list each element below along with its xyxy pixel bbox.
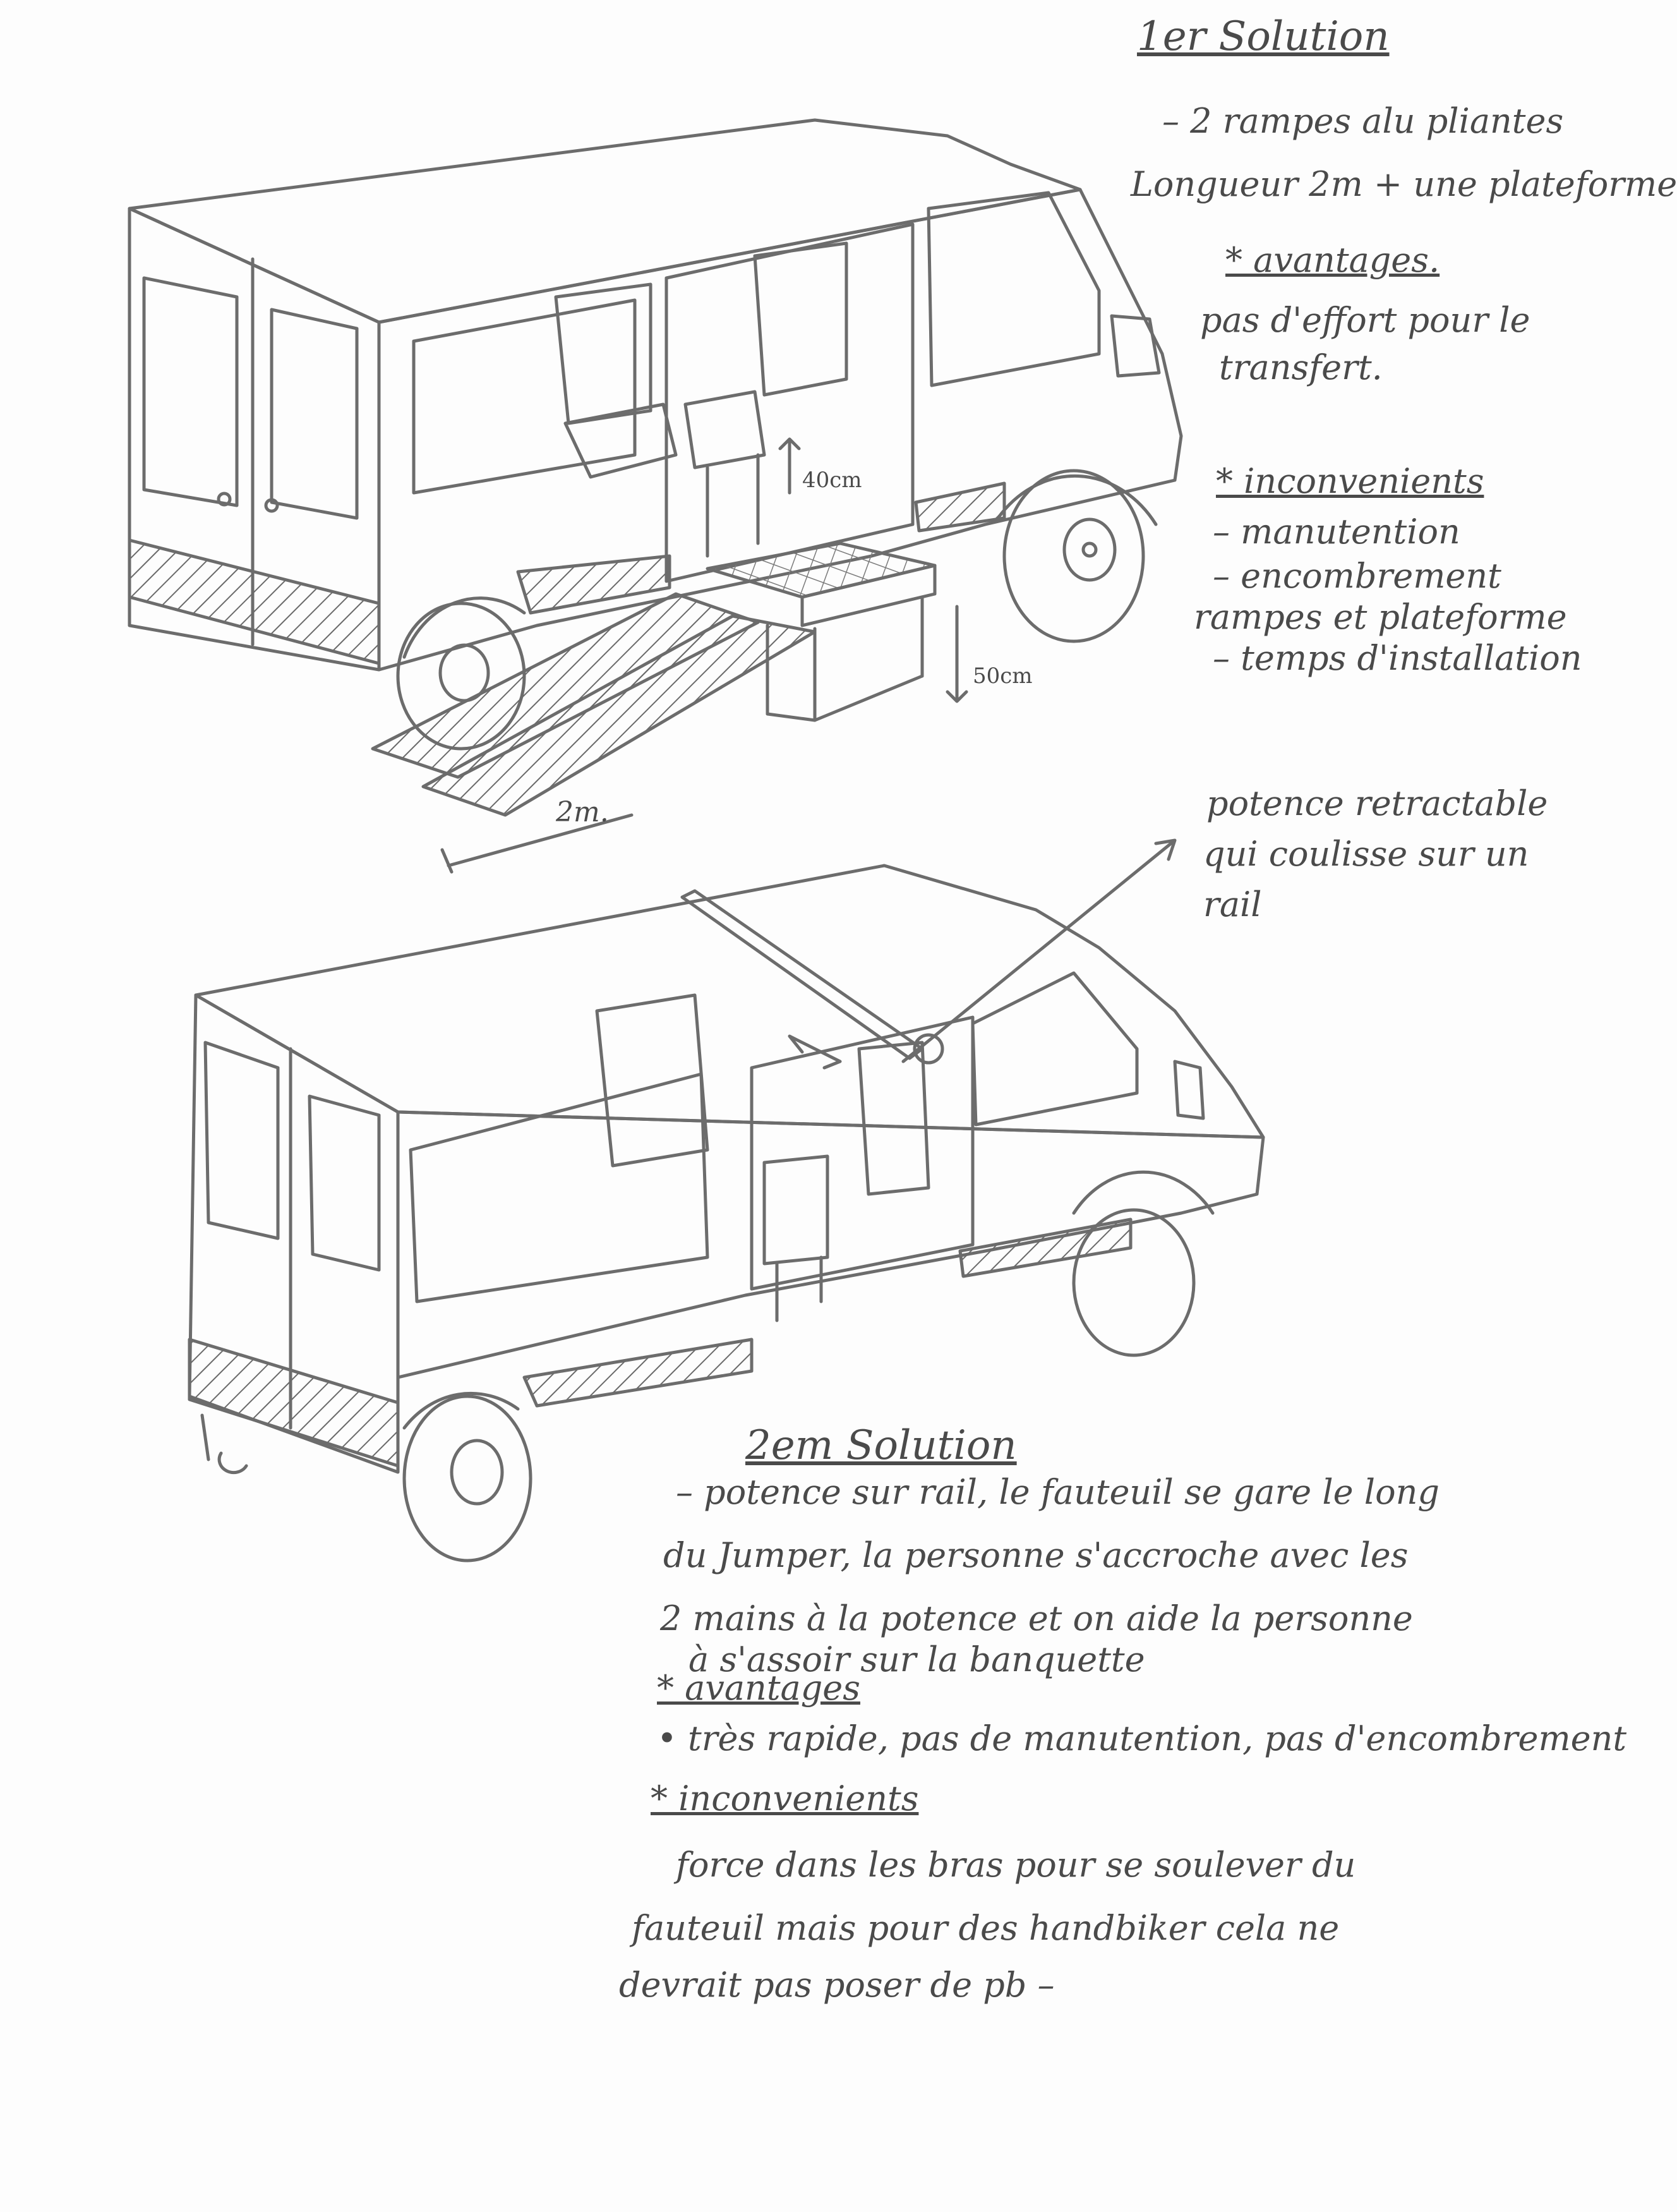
solution-1-drawbacks-2: – encombrement [1213,556,1501,596]
solution-1-drawbacks-3: rampes et plateforme [1194,597,1567,637]
van-2-drawing [189,840,1263,1561]
solution-2-drawbacks-2: fauteuil mais pour des handbiker cela ne [632,1908,1340,1948]
solution-2-line-1: – potence sur rail, le fauteuil se gare le long [676,1472,1440,1512]
ramp-length-label: 2m. [556,796,609,828]
solution-1-drawbacks-4: – temps d'installation [1213,638,1582,678]
solution-1-advantages-2: transfert. [1219,348,1383,387]
solution-1-drawbacks-1: – manutention [1213,512,1460,552]
solution-2-drawbacks-1: force dans les bras pour se soulever du [676,1845,1356,1885]
solution-2-line-2: du Jumper, la personne s'accroche avec les [663,1535,1409,1575]
solution-2-advantages-label: * avantages [657,1668,860,1708]
solution-1-advantages-1: pas d'effort pour le [1200,300,1530,340]
van-1-drawing [129,120,1181,872]
annotation-line-2: qui coulisse sur un [1203,834,1529,874]
solution-2-line-3: 2 mains à la potence et on aide la personne [660,1599,1413,1638]
solution-1-line-2: Longueur 2m + une plateforme [1131,164,1677,204]
annotation-line-1: potence retractable [1206,783,1548,823]
solution-2-line-4: à s'assoir sur la banquette [688,1640,1145,1679]
annotation-line-3: rail [1203,885,1262,924]
solution-1-advantages-label: * avantages. [1225,240,1440,280]
solution-2-advantages-1: • très rapide, pas de manutention, pas d'encombrement [657,1719,1627,1758]
solution-1-drawbacks-label: * inconvenients [1216,461,1484,501]
solution-2-drawbacks-3: devrait pas poser de pb – [619,1965,1055,2005]
solution-2-drawbacks-label: * inconvenients [651,1779,919,1818]
solution-2-title: 2em Solution [745,1422,1017,1469]
solution-1-title: 1er Solution [1137,13,1390,60]
solution-1-line-1: – 2 rampes alu pliantes [1162,101,1564,141]
seat-height-label: 40cm [802,468,862,493]
platform-height-label: 50cm [973,663,1033,689]
